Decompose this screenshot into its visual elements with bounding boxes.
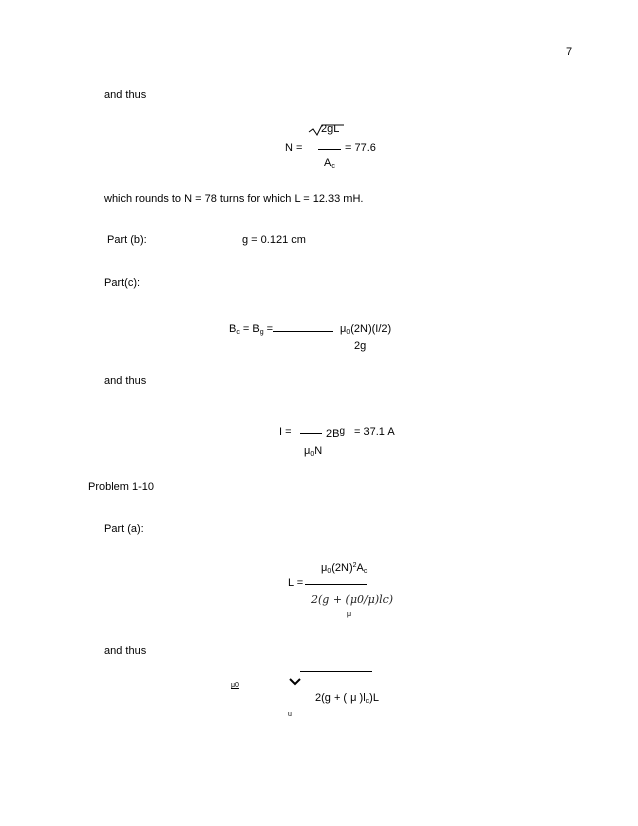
- final-mu0: μ0: [231, 682, 239, 689]
- and-thus-1: and thus: [104, 89, 147, 101]
- final-den-sub: c: [365, 698, 370, 705]
- bc-fraction-bar: [273, 331, 333, 332]
- bc-sub-g: g: [259, 329, 264, 336]
- i-lhs: I =: [279, 426, 292, 438]
- check-mark-icon: [289, 678, 301, 686]
- final-denominator: [315, 693, 379, 705]
- i-den-mu: μ: [304, 445, 311, 457]
- n-rhs: = 77.6: [345, 142, 376, 154]
- i-rhs: = 37.1 A: [354, 426, 395, 438]
- part-b-value: g = 0.121 cm: [242, 234, 306, 246]
- n-lhs: N =: [285, 142, 303, 154]
- bc-numerator: [340, 324, 391, 336]
- problem-heading: Problem 1-10: [88, 481, 155, 493]
- l-lhs: L =: [288, 577, 304, 589]
- l-num-asub: c: [363, 568, 368, 575]
- rounds-sentence: which rounds to N = 78 turns for which L = 12.33 mH.: [104, 193, 364, 205]
- and-thus-2: and thus: [104, 375, 147, 387]
- bc-num-rest: (2N)(I/2): [350, 323, 392, 335]
- i-denominator: [304, 446, 322, 458]
- bc-eq-b: = B: [239, 323, 260, 335]
- l-den-mu: μ: [347, 611, 352, 618]
- final-den-end: )L: [369, 692, 379, 704]
- i-num-2b: 2B: [326, 428, 340, 440]
- i-fraction-bar: [300, 433, 322, 434]
- l-fraction-bar: [305, 584, 367, 585]
- bc-lhs: [229, 324, 273, 336]
- final-u: u: [288, 711, 292, 718]
- l-num-a: A: [356, 562, 364, 574]
- bc-denominator: 2g: [354, 340, 367, 352]
- part-c-label: Part(c):: [104, 277, 141, 289]
- page-number: 7: [566, 46, 573, 58]
- n-fraction-bar: [318, 149, 341, 150]
- l-num-sup: 2: [352, 562, 357, 569]
- n-numerator: 2gL: [321, 123, 340, 135]
- bc-mu-sub: 0: [346, 329, 351, 336]
- final-den-main: 2(g + ( μ )l: [315, 692, 366, 704]
- part-b-label: Part (b):: [107, 234, 147, 246]
- n-den-sub: c: [331, 163, 335, 170]
- l-denominator: 2(g + (μ0/μ)lc): [311, 593, 394, 606]
- l-num-mu: μ: [321, 562, 328, 574]
- final-overline: [300, 671, 372, 672]
- i-den-sub: 0: [310, 451, 315, 458]
- part-a-label: Part (a):: [104, 523, 144, 535]
- i-numerator: [326, 427, 345, 440]
- bc-sub-c: c: [236, 329, 240, 336]
- l-num-mid: (2N): [331, 562, 353, 574]
- n-den-base: A: [324, 157, 332, 169]
- i-num-g: g: [339, 426, 346, 437]
- i-den-n: N: [314, 445, 323, 457]
- bc-eq: =: [263, 323, 274, 335]
- bc-mu: μ: [340, 323, 347, 335]
- and-thus-3: and thus: [104, 645, 147, 657]
- n-denominator: [324, 158, 335, 170]
- l-numerator: [321, 562, 367, 575]
- l-num-sub: 0: [327, 568, 332, 575]
- bc-b: B: [229, 323, 237, 335]
